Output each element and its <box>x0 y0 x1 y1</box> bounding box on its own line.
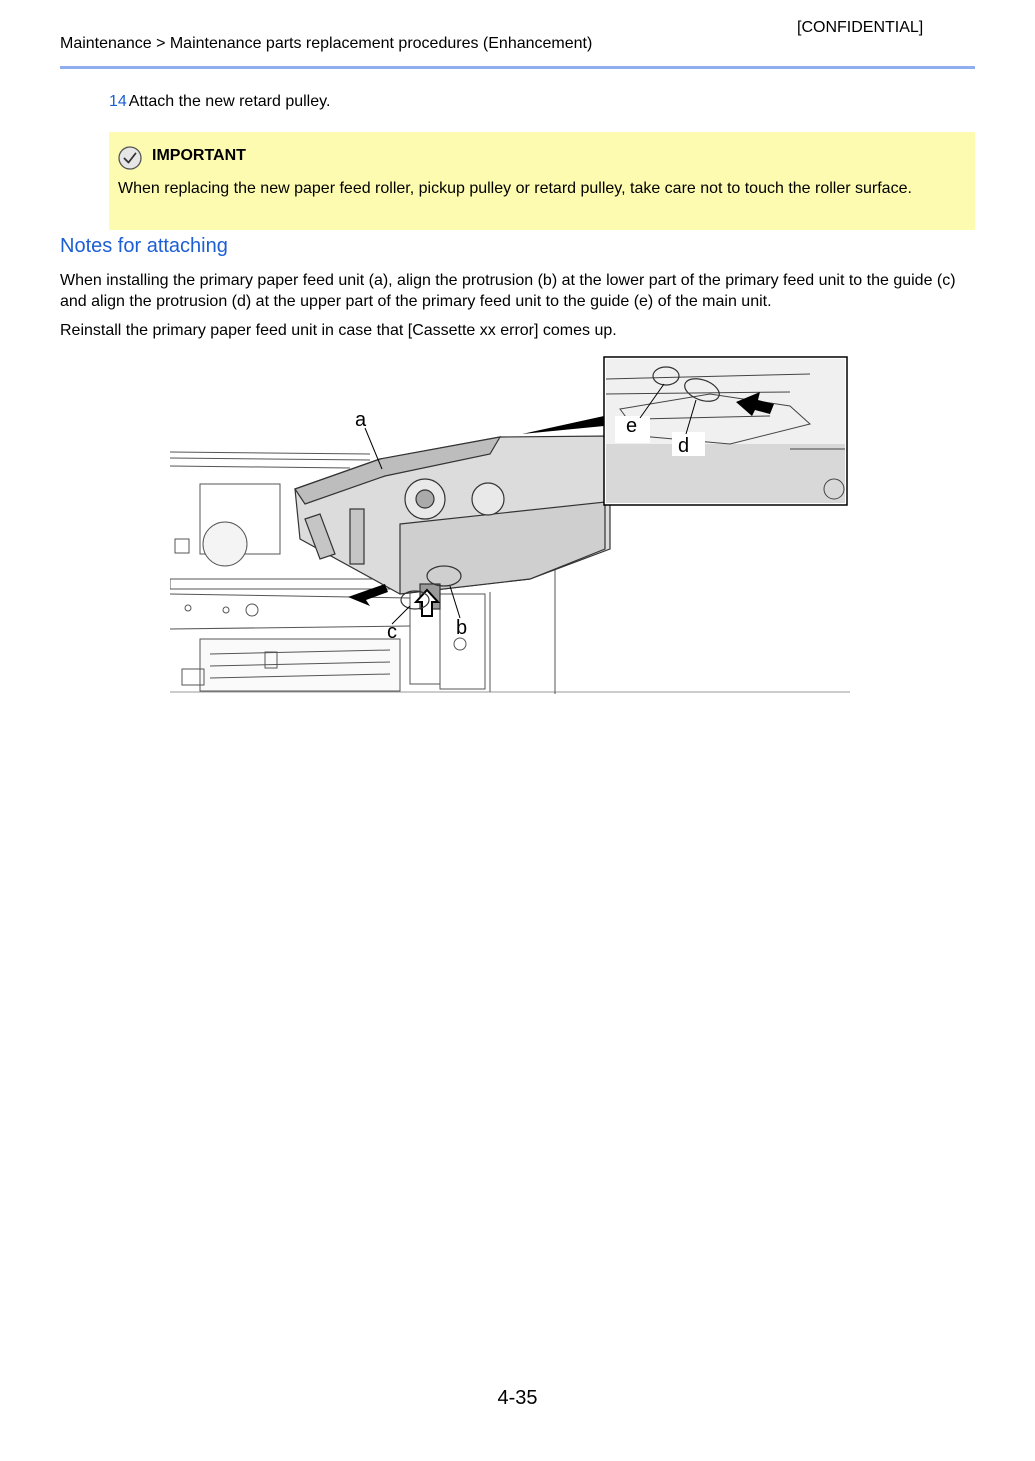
check-circle-icon <box>118 146 142 170</box>
label-e: e <box>626 415 638 437</box>
label-c: c <box>387 621 397 643</box>
important-text: When replacing the new paper feed roller, pickup pulley or retard pulley, take care not to touch the roller surface. <box>118 180 912 197</box>
label-a: a <box>355 409 367 431</box>
important-title: IMPORTANT <box>152 147 246 164</box>
label-d: d <box>678 435 690 457</box>
header-divider <box>60 66 975 69</box>
notes-paragraph-2: Reinstall the primary paper feed unit in case that [Cassette xx error] comes up. <box>60 322 617 339</box>
breadcrumb: Maintenance > Maintenance parts replacement procedures (Enhancement) <box>60 35 593 52</box>
step-number: 14 <box>109 93 127 110</box>
page-number: 4-35 <box>497 1387 538 1409</box>
step-text: Attach the new retard pulley. <box>128 93 331 110</box>
step-item <box>109 93 330 111</box>
section-heading: Notes for attaching <box>60 235 228 257</box>
notes-paragraph-1: When installing the primary paper feed unit (a), align the protrusion (b) at the lower part of the primary feed unit to the guide (c) and align the protrusion (d) at the upper part of the primary feed unit to the guide (e) of the main unit. <box>60 272 956 310</box>
confidential-label: [CONFIDENTIAL] <box>797 19 924 36</box>
feed-unit-illustration <box>170 354 850 696</box>
important-callout <box>109 132 975 230</box>
label-b: b <box>456 617 468 639</box>
